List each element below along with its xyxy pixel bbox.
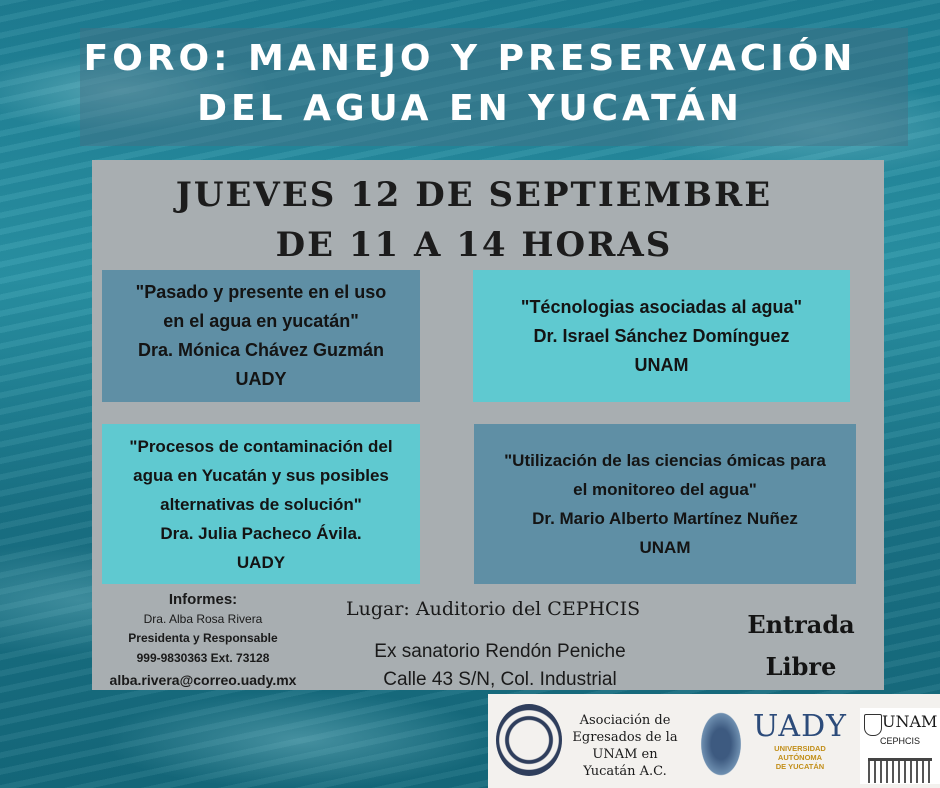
free-entry bbox=[736, 604, 866, 688]
address-line-2: Calle 43 S/N, Col. Industrial bbox=[383, 669, 617, 690]
date-line-2: DE 11 A 14 HORAS bbox=[275, 225, 673, 265]
uady-sub-line: UNIVERSIDAD bbox=[774, 744, 826, 753]
unam-shield-icon bbox=[864, 714, 882, 736]
entry-line-1: Entrada bbox=[747, 610, 855, 639]
event-date bbox=[92, 170, 856, 270]
talk-title: alternativas de solución" bbox=[160, 494, 362, 514]
talk-title: "Pasado y presente en el uso bbox=[135, 282, 387, 302]
info-role: Presidenta y Responsable bbox=[128, 631, 278, 645]
talk-title: "Utilización de las ciencias ómicas para bbox=[504, 451, 826, 470]
talk-title: agua en Yucatán y sus posibles bbox=[133, 465, 389, 485]
info-email: alba.rivera@correo.uady.mx bbox=[109, 672, 297, 688]
talk-title: el monitoreo del agua" bbox=[573, 480, 757, 499]
talk-org: UNAM bbox=[634, 354, 689, 375]
uady-logo: UADY bbox=[753, 709, 847, 744]
uady-subtitle bbox=[750, 744, 850, 771]
entry-line-2: Libre bbox=[765, 652, 837, 681]
info-phone: 999-9830363 Ext. 73128 bbox=[136, 651, 270, 665]
sponsor-logos bbox=[488, 694, 940, 788]
uady-seal-icon bbox=[698, 708, 744, 780]
title-line-1: FORO: MANEJO Y PRESERVACIÓN bbox=[83, 38, 857, 79]
talk-org: UADY bbox=[236, 552, 286, 572]
address-line-1: Ex sanatorio Rendón Peniche bbox=[374, 641, 626, 662]
contact-info bbox=[94, 590, 312, 692]
assoc-line: Yucatán A.C. bbox=[583, 764, 667, 779]
talk-title: "Procesos de contaminación del bbox=[129, 436, 393, 456]
talk-speaker: Dr. Israel Sánchez Domínguez bbox=[533, 325, 790, 346]
talk-org: UADY bbox=[235, 369, 287, 389]
date-line-1: JUEVES 12 DE SEPTIEMBRE bbox=[175, 175, 773, 215]
talk-title: "Técnologias asociadas al agua" bbox=[520, 296, 803, 317]
title-line-2: DEL AGUA EN YUCATÁN bbox=[197, 88, 743, 129]
talk-card-2 bbox=[473, 270, 850, 402]
unam-seal-icon bbox=[496, 704, 562, 776]
assoc-line: Egresados de la bbox=[572, 730, 678, 745]
talk-org: UNAM bbox=[639, 538, 691, 557]
assoc-line: Asociación de bbox=[579, 713, 671, 728]
association-name bbox=[570, 712, 680, 780]
talk-title: en el agua en yucatán" bbox=[163, 311, 359, 331]
event-title bbox=[0, 34, 940, 134]
uady-sub-line: AUTÓNOMA bbox=[777, 753, 823, 762]
cephcis-logo-text: CEPHCIS bbox=[879, 736, 920, 746]
info-heading: Informes: bbox=[168, 591, 238, 608]
talk-speaker: Dr. Mario Alberto Martínez Nuñez bbox=[532, 509, 798, 528]
unam-logo-text: UNAM bbox=[882, 712, 938, 731]
venue-address bbox=[350, 638, 650, 694]
info-name: Dra. Alba Rosa Rivera bbox=[143, 612, 263, 626]
building-icon bbox=[868, 758, 932, 783]
unam-cephcis-logo bbox=[860, 708, 940, 784]
assoc-line: UNAM en bbox=[592, 747, 658, 762]
talk-card-1 bbox=[102, 270, 420, 402]
talk-speaker: Dra. Mónica Chávez Guzmán bbox=[137, 340, 385, 360]
uady-sub-line: DE YUCATÁN bbox=[775, 762, 825, 771]
venue-label: Lugar: Auditorio del CEPHCIS bbox=[346, 598, 641, 620]
talk-card-4 bbox=[474, 424, 856, 584]
talk-speaker: Dra. Julia Pacheco Ávila. bbox=[160, 523, 362, 543]
talk-card-3 bbox=[102, 424, 420, 584]
